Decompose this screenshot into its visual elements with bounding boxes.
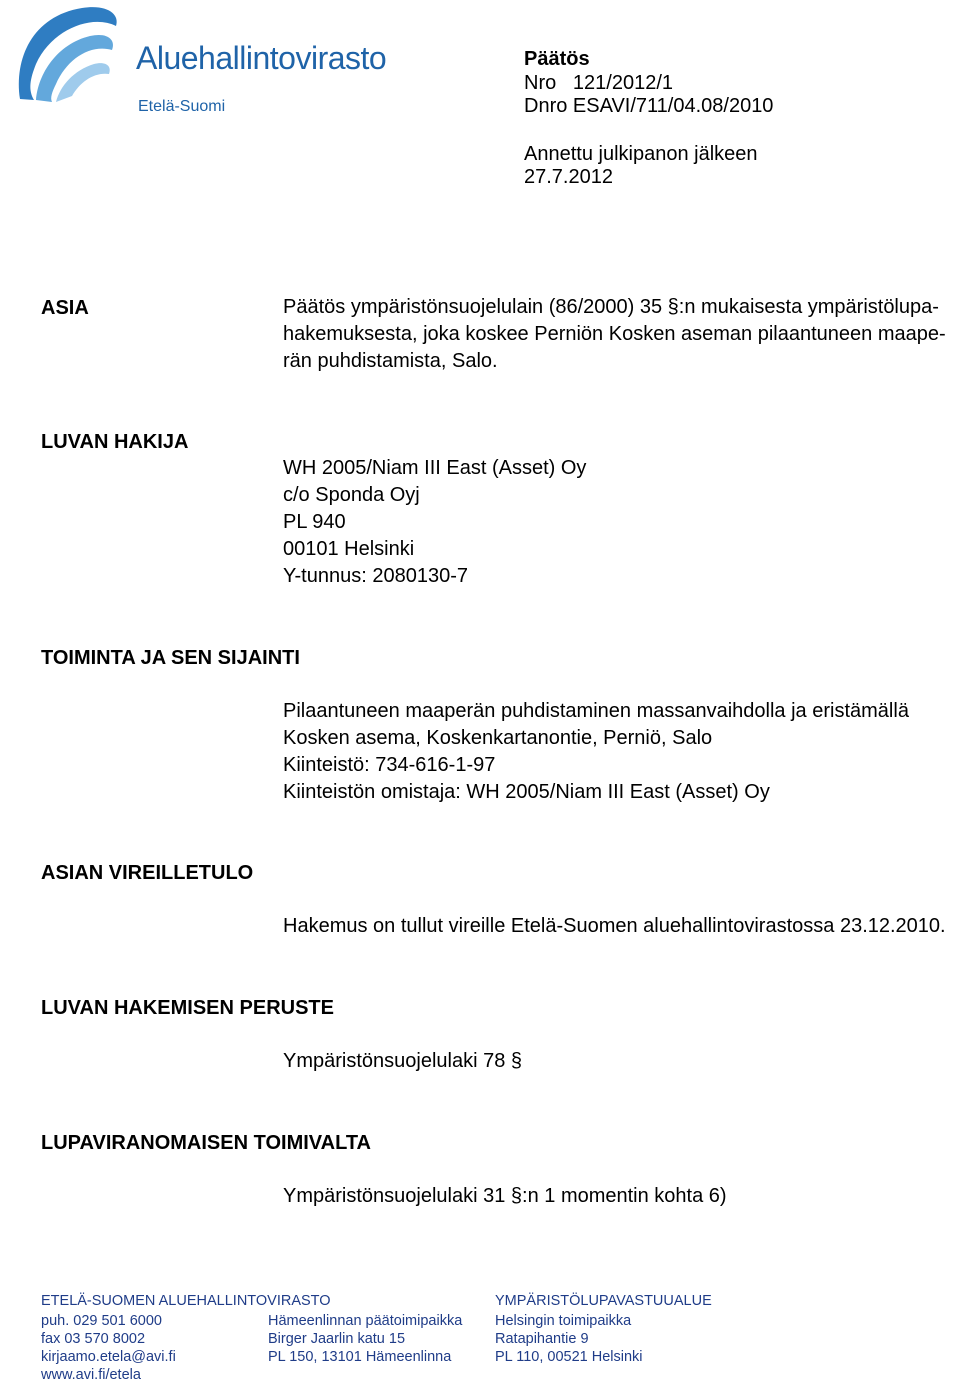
- footer-contact-grid: [41, 1312, 643, 1384]
- section-label-hakija: LUVAN HAKIJA: [41, 431, 189, 453]
- footer-website-link[interactable]: www.avi.fi/etela: [41, 1367, 141, 1383]
- footer-unit: YMPÄRISTÖLUPAVASTUUALUE: [495, 1293, 712, 1309]
- footer-hq-street: Birger Jaarlin katu 15: [268, 1331, 406, 1347]
- section-text-peruste: Ympäristönsuojelulaki 78 §: [283, 1050, 523, 1072]
- section-text-toimivalta: Ympäristönsuojelulaki 31 §:n 1 momentin kohta 6): [283, 1185, 727, 1207]
- toiminta-line: Kiinteistön omistaja: WH 2005/Niam III East (Asset) Oy: [283, 781, 770, 803]
- section-label-asia: ASIA: [41, 297, 89, 319]
- hakija-line: WH 2005/Niam III East (Asset) Oy: [283, 457, 587, 479]
- section-text-hakija: [283, 455, 586, 590]
- toiminta-line: Pilaantuneen maaperän puhdistaminen massanvaihdolla ja eristämällä: [283, 700, 909, 722]
- footer-helsinki-label: Helsingin toimipaikka: [495, 1313, 632, 1329]
- footer-hq-label: Hämeenlinnan päätoimipaikka: [268, 1313, 463, 1329]
- hakija-line: PL 940: [283, 511, 346, 533]
- logo-region: Etelä-Suomi: [138, 98, 226, 115]
- decision-number: Nro 121/2012/1: [524, 71, 673, 94]
- issued-date: 27.7.2012: [524, 166, 613, 188]
- footer-helsinki-postal: PL 110, 00521 Helsinki: [495, 1349, 643, 1365]
- section-label-toimivalta: LUPAVIRANOMAISEN TOIMIVALTA: [41, 1132, 371, 1154]
- section-label-vireilletulo: ASIAN VIREILLETULO: [41, 862, 254, 884]
- hakija-line: 00101 Helsinki: [283, 538, 415, 560]
- decision-info: [524, 48, 773, 190]
- logo-name: Aluehallintovirasto: [136, 40, 387, 76]
- section-text-asia: [283, 294, 946, 375]
- issued-label: Annettu julkipanon jälkeen: [524, 142, 758, 165]
- asia-line: rän puhdistamista, Salo.: [283, 350, 498, 372]
- footer-email-link[interactable]: kirjaamo.etela@avi.fi: [41, 1349, 176, 1365]
- toiminta-line: Kiinteistö: 734-616-1-97: [283, 754, 496, 776]
- toiminta-line: Kosken asema, Koskenkartanontie, Perniö, Salo: [283, 727, 713, 749]
- logo: [12, 4, 392, 114]
- section-text-vireilletulo: Hakemus on tullut vireille Etelä-Suomen aluehallintovirastossa 23.12.2010.: [283, 915, 946, 937]
- section-text-toiminta: [283, 698, 909, 806]
- section-label-toiminta: TOIMINTA JA SEN SIJAINTI: [41, 647, 300, 669]
- asia-line: hakemuksesta, joka koskee Perniön Kosken aseman pilaantuneen maape-: [283, 323, 946, 345]
- decision-title: Päätös: [524, 48, 590, 70]
- footer-helsinki-street: Ratapihantie 9: [495, 1331, 589, 1347]
- diary-number: Dnro ESAVI/711/04.08/2010: [524, 95, 774, 117]
- footer-phone: puh. 029 501 6000: [41, 1313, 162, 1329]
- footer-fax: fax 03 570 8002: [41, 1331, 146, 1347]
- hakija-line: Y-tunnus: 2080130-7: [283, 565, 468, 587]
- hakija-line: c/o Sponda Oyj: [283, 484, 420, 506]
- section-label-peruste: LUVAN HAKEMISEN PERUSTE: [41, 997, 334, 1019]
- footer-hq-postal: PL 150, 13101 Hämeenlinna: [268, 1349, 452, 1365]
- footer-agency: ETELÄ-SUOMEN ALUEHALLINTOVIRASTO: [41, 1293, 331, 1309]
- logo-emblem-icon: [12, 4, 122, 104]
- asia-line: Päätös ympäristönsuojelulain (86/2000) 35 §:n mukaisesta ympäristölupa-: [283, 296, 939, 318]
